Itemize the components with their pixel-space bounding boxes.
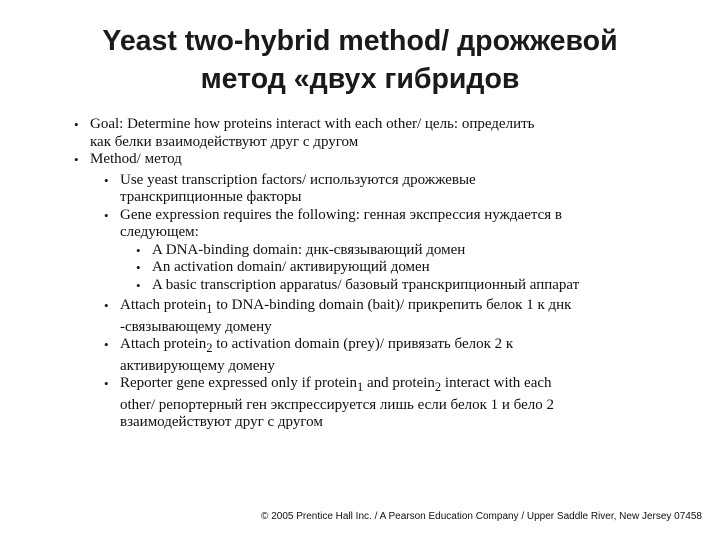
bullet-dot-icon: • xyxy=(74,152,79,167)
slide-body xyxy=(58,116,698,432)
bullet-dot-icon: • xyxy=(136,260,141,275)
gene-line-1: Gene expression requires the following: генная экспрессия нуждается в xyxy=(120,206,562,223)
reporter-line-3: взаимодействуют друг с другом xyxy=(120,414,323,430)
reporter-mid: and protein xyxy=(363,375,435,391)
attach2-pre: Attach protein xyxy=(120,336,207,352)
bullet-gene-expression xyxy=(104,206,698,242)
title-line-2: метод «двух гибридов xyxy=(200,63,520,95)
bullet-dot-icon: • xyxy=(104,172,109,188)
bullet-dot-icon: • xyxy=(104,376,109,391)
slide-title xyxy=(30,22,690,98)
reporter-post: interact with each xyxy=(441,375,552,391)
attach2-sub: 2 xyxy=(206,341,213,355)
bullet-dot-icon: • xyxy=(104,207,109,223)
goal-line-1: Goal: Determine how proteins interact with each other/ цель: определить xyxy=(90,116,535,132)
reporter-pre: Reporter gene expressed only if protein xyxy=(120,375,358,391)
attach2-line-1 xyxy=(120,336,698,358)
bullet-dna-binding xyxy=(136,241,698,260)
dna-binding-text: A DNA-binding domain: днк-связывающий домен xyxy=(152,241,466,258)
reporter-sub-1: 1 xyxy=(357,380,364,394)
apparatus-text: A basic transcription apparatus/ базовый транскрипционный аппарат xyxy=(152,276,580,293)
yeast-line-2: транскрипционные факторы xyxy=(120,189,302,205)
bullet-dot-icon: • xyxy=(136,277,141,293)
bullet-attach-protein-2 xyxy=(104,336,698,375)
bullet-dot-icon: • xyxy=(104,337,109,352)
reporter-line-1 xyxy=(120,375,698,397)
reporter-sub-2: 2 xyxy=(434,380,442,394)
activation-text: An activation domain/ активирующий домен xyxy=(152,259,430,275)
bullet-yeast-factors xyxy=(104,171,698,207)
bullet-dot-icon: • xyxy=(136,242,141,258)
title-line-1: Yeast two-hybrid method/ дрожжевой xyxy=(102,25,618,57)
goal-line-2: как белки взаимодействуют друг с другом xyxy=(90,133,359,150)
attach1-post: to DNA-binding domain (bait)/ прикрепить белок 1 к днк xyxy=(212,297,572,313)
bullet-reporter-gene xyxy=(104,375,698,432)
bullet-goal xyxy=(74,116,698,151)
yeast-line-1: Use yeast transcription factors/ используются дрожжевые xyxy=(120,171,476,188)
reporter-line-2: other/ репортерный ген экспрессируется лишь если белок 1 и бело 2 xyxy=(120,396,555,413)
bullet-apparatus xyxy=(136,276,698,295)
bullet-activation xyxy=(136,259,698,277)
attach1-line-2: -связывающему домену xyxy=(120,318,272,335)
method-label: Method/ метод xyxy=(90,151,182,167)
bullet-dot-icon: • xyxy=(74,117,79,132)
attach1-sub: 1 xyxy=(206,302,213,316)
attach2-line-2: активирующему домену xyxy=(120,357,275,374)
bullet-method xyxy=(74,151,698,169)
attach1-line-1 xyxy=(120,297,698,319)
bullet-dot-icon: • xyxy=(104,298,109,313)
attach2-post: to activation domain (prey)/ привязать белок 2 к xyxy=(212,336,514,352)
attach1-pre: Attach protein xyxy=(120,297,207,313)
gene-line-2: следующем: xyxy=(120,224,199,240)
bullet-attach-protein-1 xyxy=(104,297,698,336)
copyright-footer: © 2005 Prentice Hall Inc. / A Pearson Education Company / Upper Saddle River, New Jersey 07458 xyxy=(261,511,702,522)
